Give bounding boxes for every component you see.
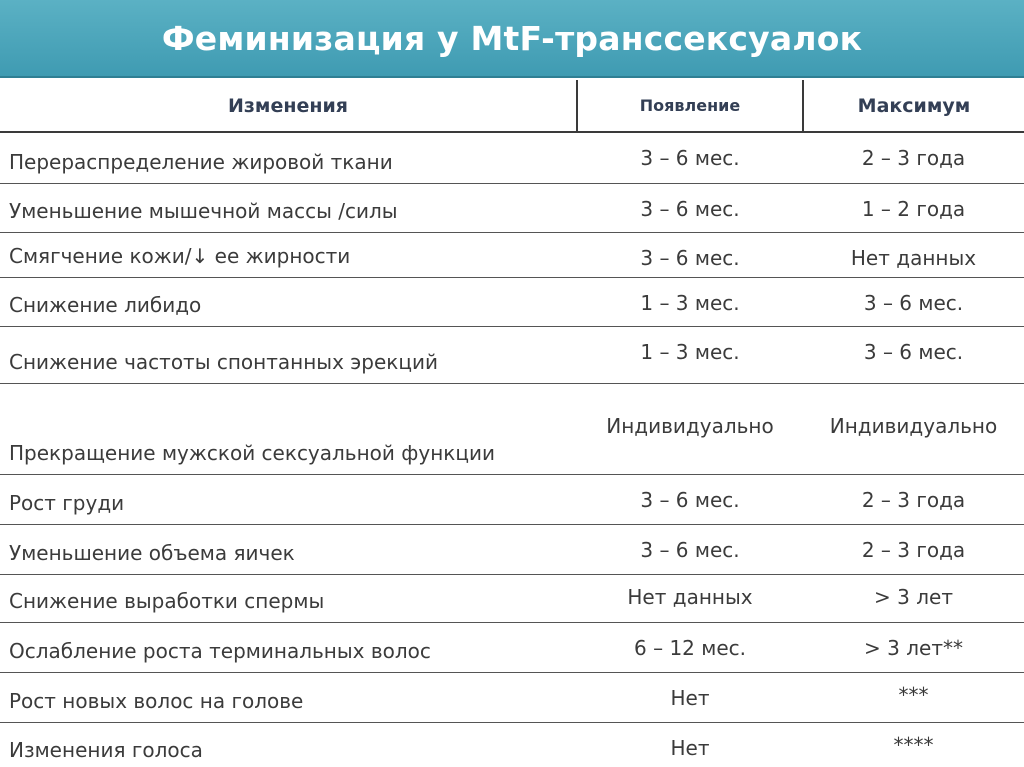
- row-onset: 3 – 6 мес.: [577, 132, 803, 183]
- feminization-table-container: [0, 80, 1024, 767]
- row-max: 2 – 3 года: [803, 474, 1024, 524]
- row-change: Рост новых волос на голове: [0, 672, 577, 722]
- row-max: ****: [803, 722, 1024, 767]
- table-row: [0, 383, 1024, 474]
- header-maximum: Максимум: [803, 80, 1024, 132]
- row-change: Снижение выработки спермы: [0, 574, 577, 622]
- header-onset: Появление: [577, 80, 803, 132]
- table-header-row: [0, 80, 1024, 132]
- feminization-table: [0, 80, 1024, 767]
- table-row: [0, 132, 1024, 183]
- row-change: [0, 232, 577, 277]
- row-max: 1 – 2 года: [803, 183, 1024, 232]
- row-max: Индивидуально: [803, 383, 1024, 474]
- row-onset: 6 – 12 мес.: [577, 622, 803, 672]
- row-change: Уменьшение объема яичек: [0, 524, 577, 574]
- row-onset: Нет: [577, 722, 803, 767]
- row-onset: Индивидуально: [577, 383, 803, 474]
- row-change: Ослабление роста терминальных волос: [0, 622, 577, 672]
- row-onset: Нет данных: [577, 574, 803, 622]
- table-row: [0, 277, 1024, 326]
- table-row: [0, 574, 1024, 622]
- row-change: Рост груди: [0, 474, 577, 524]
- row-change: Прекращение мужской сексуальной функции: [0, 383, 577, 474]
- row-onset: 3 – 6 мес.: [577, 474, 803, 524]
- table-row: [0, 183, 1024, 232]
- row-max: 2 – 3 года: [803, 132, 1024, 183]
- row-onset: 3 – 6 мес.: [577, 524, 803, 574]
- title-bar: [0, 0, 1024, 78]
- header-changes: Изменения: [0, 80, 577, 132]
- row-change: Снижение либидо: [0, 277, 577, 326]
- row-change: Изменения голоса: [0, 722, 577, 767]
- table-row: [0, 232, 1024, 277]
- down-arrow-icon: ↓: [191, 243, 209, 268]
- row-change-suffix: ее жирности: [208, 243, 351, 268]
- row-max: 3 – 6 мес.: [803, 326, 1024, 383]
- row-onset: 1 – 3 мес.: [577, 277, 803, 326]
- row-max: ***: [803, 672, 1024, 722]
- row-max: > 3 лет: [803, 574, 1024, 622]
- row-change: Снижение частоты спонтанных эрекций: [0, 326, 577, 383]
- row-onset: Нет: [577, 672, 803, 722]
- row-max: > 3 лет**: [803, 622, 1024, 672]
- row-max: 3 – 6 мес.: [803, 277, 1024, 326]
- table-row: [0, 474, 1024, 524]
- row-change-prefix: Смягчение кожи/: [9, 243, 192, 268]
- row-onset: 3 – 6 мес.: [577, 232, 803, 277]
- row-max: 2 – 3 года: [803, 524, 1024, 574]
- row-onset: 3 – 6 мес.: [577, 183, 803, 232]
- row-onset: 1 – 3 мес.: [577, 326, 803, 383]
- row-change: Перераспределение жировой ткани: [0, 132, 577, 183]
- table-row: [0, 622, 1024, 672]
- row-max: Нет данных: [803, 232, 1024, 277]
- table-row: [0, 524, 1024, 574]
- table-row: [0, 326, 1024, 383]
- table-row: [0, 722, 1024, 767]
- page-title: Феминизация у MtF-транссексуалок: [161, 18, 863, 58]
- row-change: Уменьшение мышечной массы /силы: [0, 183, 577, 232]
- table-row: [0, 672, 1024, 722]
